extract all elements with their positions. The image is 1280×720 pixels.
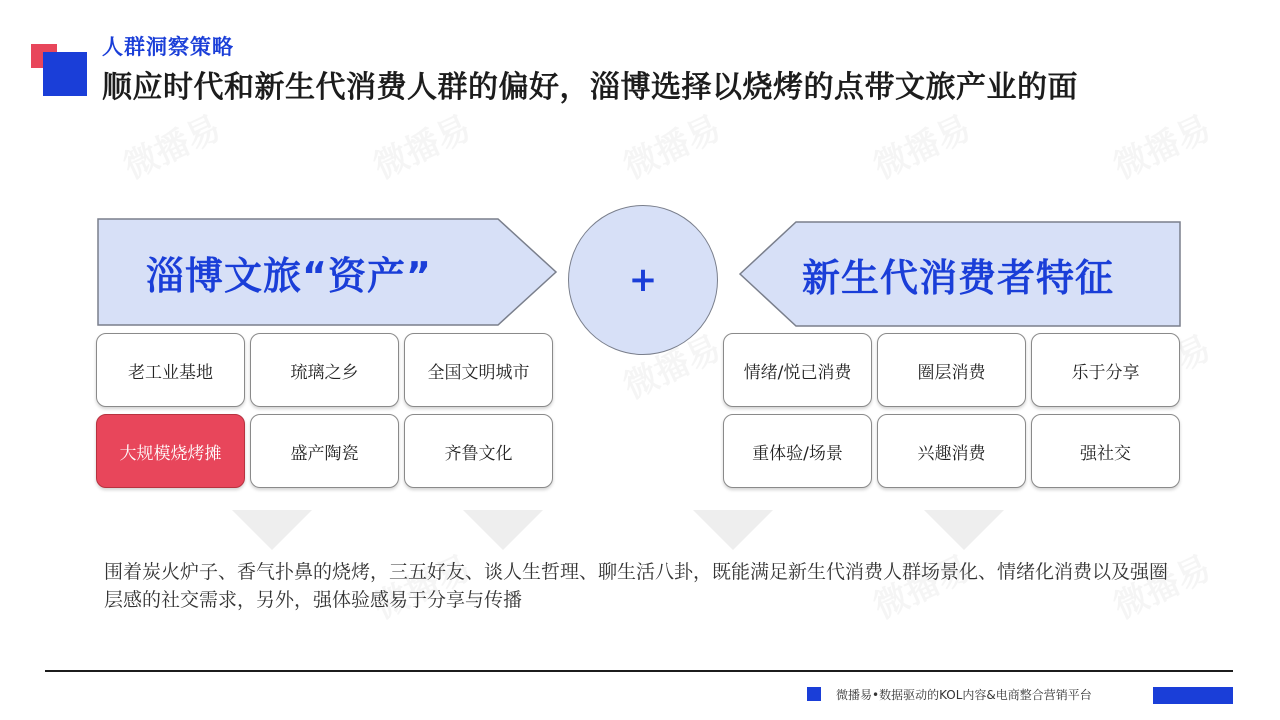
consumer-trait-tag: 圈层消费 [877,333,1026,407]
header-deco-blue-square [43,52,87,96]
watermark [364,101,477,189]
consumer-trait-tag: 强社交 [1031,414,1180,488]
down-arrow-icon [924,510,1004,554]
asset-tag: 盛产陶瓷 [250,414,399,488]
watermark [864,101,977,189]
footer-square-icon [807,687,821,701]
consumer-trait-tag: 重体验/场景 [723,414,872,488]
consumer-trait-tag: 情绪/悦己消费 [723,333,872,407]
asset-tag-highlighted: 大规模烧烤摊 [96,414,245,488]
right-banner-label: 新生代消费者特征 [802,256,1115,300]
watermark [114,101,227,189]
asset-tag: 全国文明城市 [404,333,553,407]
page-title: 顺应时代和新生代消费人群的偏好，淄博选择以烧烤的点带文旅产业的面 [102,70,1078,105]
plus-symbol: + [628,260,658,300]
section-subtitle: 人群洞察策略 [102,35,234,59]
watermark [1104,101,1217,189]
footer-tagline: 微播易•数据驱动的KOL内容&电商整合营销平台 [836,688,1092,702]
consumer-trait-tag: 乐于分享 [1031,333,1180,407]
down-arrow-icon [232,510,312,554]
plus-connector [568,205,718,355]
footer-divider [45,670,1233,672]
consumer-trait-tag: 兴趣消费 [877,414,1026,488]
asset-tag: 齐鲁文化 [404,414,553,488]
watermark [614,101,727,189]
down-arrow-icon [463,510,543,554]
left-banner-label: 淄博文旅“资产” [146,254,432,298]
description-text: 围着炭火炉子、香气扑鼻的烧烤，三五好友、谈人生哲理、聊生活八卦，既能满足新生代消费人群场景化、情绪化消费以及强圈层感的社交需求，另外，强体验感易于分享与传播 [104,561,1169,611]
asset-tag: 琉璃之乡 [250,333,399,407]
down-arrow-icon [693,510,773,554]
asset-tag: 老工业基地 [96,333,245,407]
footer-accent-bar [1153,687,1233,704]
